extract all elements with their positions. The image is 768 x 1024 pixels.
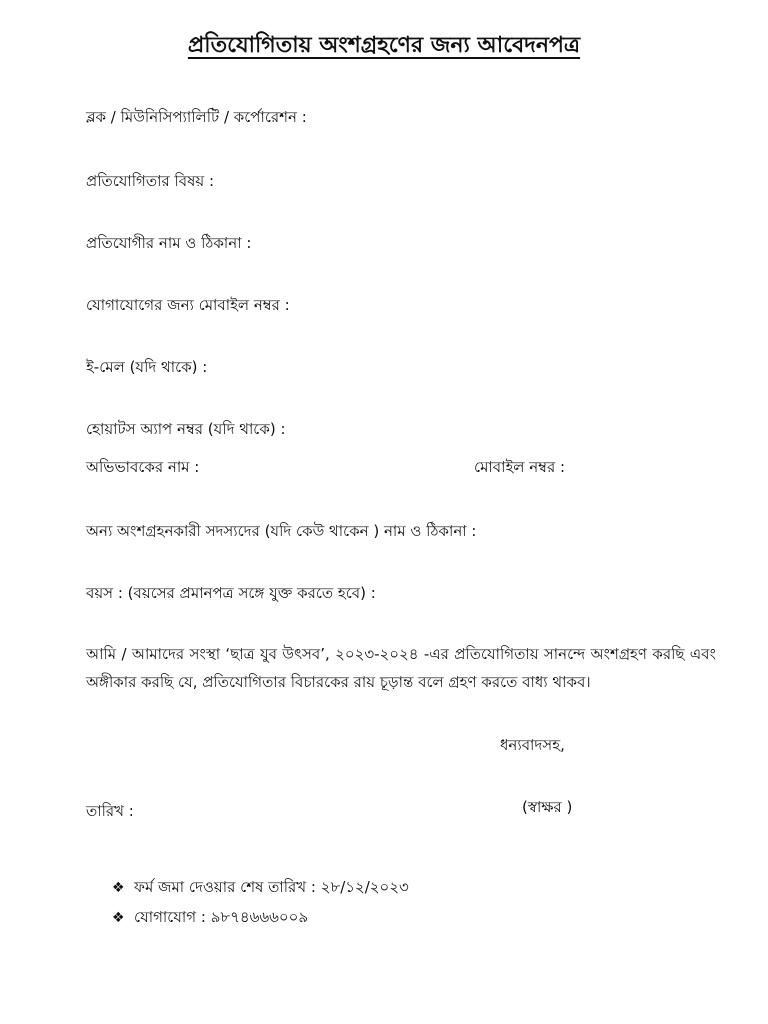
diamond-bullet-icon: ❖ bbox=[112, 910, 125, 926]
form-title-text: প্রতিযোগিতায় অংশগ্রহণের জন্য আবেদনপত্র bbox=[187, 33, 581, 58]
field-competition-subject: প্রতিযোগিতার বিষয় : bbox=[86, 172, 215, 190]
note-contact bbox=[112, 906, 308, 931]
field-whatsapp: হোয়াটস অ্যাপ নম্বর (যদি থাকে) : bbox=[86, 420, 286, 438]
form-title bbox=[0, 28, 768, 65]
note-contact-text: যোগাযোগ : ৯৮৭৪৬৬৬০০৯ bbox=[134, 908, 309, 926]
note-deadline-text: ফর্ম জমা দেওয়ার শেষ তারিখ : ২৮/১২/২০২৩ bbox=[134, 878, 409, 896]
field-block-municipality: ব্লক / মিউনিসিপ্যালিটি / কর্পোরেশন : bbox=[86, 108, 307, 126]
field-guardian-name: অভিভাবকের নাম : bbox=[86, 458, 200, 476]
field-other-members: অন্য অংশগ্রহনকারী সদস্যদের (যদি কেউ থাকেন ) নাম ও ঠিকানা : bbox=[86, 522, 477, 540]
note-deadline bbox=[112, 876, 409, 901]
declaration-paragraph: আমি / আমাদের সংস্থা ‘ছাত্র যুব উৎসব’, ২০২৩-২০২৪ -এর প্রতিযোগিতায় সানন্দে অংশগ্রহণ করছি এবং অঙ্গীকার করছি যে, প্রতিযোগিতার বিচারকের রায় চূড়ান্ত বলে গ্রহণ করতে বাধ্য থাকব। bbox=[86, 645, 716, 691]
signature-label: (স্বাক্ষর ) bbox=[522, 798, 573, 816]
field-name-address: প্রতিযোগীর নাম ও ঠিকানা : bbox=[86, 234, 252, 252]
field-age: বয়স : (বয়সের প্রমানপত্র সঙ্গে যুক্ত করতে হবে) : bbox=[86, 584, 376, 602]
field-contact-mobile: যোগাযোগের জন্য মোবাইল নম্বর : bbox=[86, 296, 290, 314]
diamond-bullet-icon: ❖ bbox=[112, 880, 125, 896]
field-email: ই-মেল (যদি থাকে) : bbox=[86, 358, 208, 376]
closing-text: ধন্যবাদসহ, bbox=[500, 736, 565, 754]
field-guardian-mobile: মোবাইল নম্বর : bbox=[474, 458, 566, 476]
date-label: তারিখ : bbox=[86, 802, 134, 820]
